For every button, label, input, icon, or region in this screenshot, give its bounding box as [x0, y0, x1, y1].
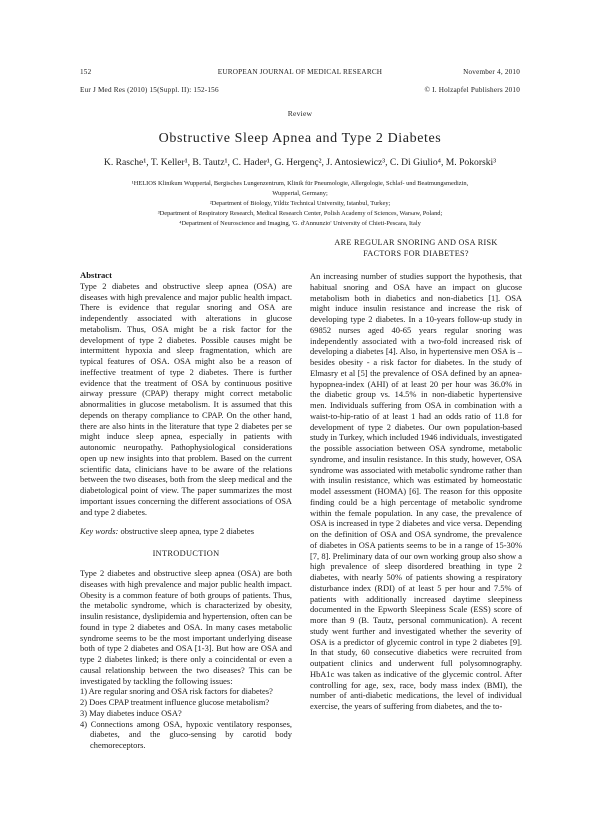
- journal-name: EUROPEAN JOURNAL OF MEDICAL RESEARCH: [217, 68, 383, 76]
- section-heading-line-2: FACTORS FOR DIABETES?: [363, 249, 469, 258]
- list-item: 1) Are regular snoring and OSA risk factors for diabetes?: [80, 686, 273, 697]
- keywords-label: Key words:: [80, 526, 119, 537]
- citation: Eur J Med Res (2010) 15(Suppl. II): 152-156: [80, 86, 219, 94]
- abstract-text: Type 2 diabetes and obstructive sleep apnea (OSA) are diseases with high prevalence and major public health impact. There is evidence that regular snoring and OSA are independently associated with alterations in glucose metabolism. Thus, OSA might be a risk factor for the development of type 2 diabetes. Possible causes might be intermittent hypoxia and sleep fragmentation, which are typical features of OSA. OSA might also be a reason of ineffective treatment of type 2 diabetes. There is further evidence that the treatment of OSA by continuous positive airway pressure (CPAP) therapy might correct metabolic abnormalities in glucose metabolism. It is assumed that this depends on therapy compliance to CPAP. On the other hand, there are also hints in the literature that type 2 diabetes per se might induce sleep apnea, especially in patients with autonomic neuropathy. Pathophysiological considerations open up new insights into that problem. Based on the current scientific data, clinicians have to be aware of the relations between the two diseases, both from the sleep medical and the diabetological point of view. The paper summarizes the most important issues concerning the different associations of OSA and type 2 diabetes.: [80, 280, 292, 517]
- affiliation-1-cont: Wuppertal, Germany;: [272, 190, 328, 197]
- list-item: 2) Does CPAP treatment influence glucose metabolism?: [80, 697, 270, 707]
- introduction-text: Type 2 diabetes and obstructive sleep apnea (OSA) are both diseases with high prevalence and major public health impact. Obesity is a common feature of both groups of patients. Thus, the metabolic syndrome, which is characterized by obesity, insulin resistance, dyslipidemia and hypertension, often can be found in type 2 diabetes and OSA. In many cases metabolic syndrome seems to be the most important underlying disease both of type 2 diabetes and OSA [1-3]. But how are OSA and type 2 diabetes linked; is there only a coincidental or even a causal relationship between the two diseases? This can be investigated by tackling the following issues:: [80, 568, 292, 686]
- list-item: 3) May diabetes induce OSA?: [80, 707, 182, 718]
- affiliation-2: ²Department of Biology, Yildiz Technical University, Istanbul, Turkey;: [209, 200, 391, 207]
- page-number: 152: [80, 68, 92, 76]
- left-column: [80, 270, 292, 751]
- keywords-value: obstructive sleep apnea, type 2 diabetes: [120, 526, 255, 537]
- affiliation-1: ¹HELIOS Klinikum Wuppertal, Bergisches Lungenzentrum, Klinik für Pneumologie, Allergologie, Schlaf- und Beatmungsmedizin,: [131, 180, 469, 187]
- issue-date: November 4, 2010: [463, 68, 520, 76]
- abstract-heading: Abstract: [80, 270, 112, 280]
- section-text: An increasing number of studies support the hypothesis, that habitual snoring and OSA have an impact on glucose metabolism both in diabetics and non-diabetics [1]. OSA might induce insulin resistance and increase the risk of developing type 2 diabetes. In a 10-years follow-up study in 69852 nurses aged 40-65 years regular snoring was independently associated with a two-fold increased risk of developing a diabetes [4]. Also, in hypertensive men OSA is – besides obesity - a risk factor for diabetes. In the study of Elmasry et al [5] the prevalence of OSA defined by an apnea-hypopnea-index (AHI) of at least 20 per hour was 36.0% in the diabetic group vs. 14.5% in non-diabetic hypertensive men. Individuals suffering from OSA in combination with a waist-to-hip-ratio of at least 1 had an odds ratio of 11.8 for development of type 2 diabetes. Our own population-based study in Turkey, which included 1946 individuals, investigated the possible association between OSA syndrome, metabolic syndrome, and insulin resistance. In this study, however, OSA syndrome was associated with metabolic syndrome rather than with insulin resistance, which was estimated by homeostatic model assessment (HOMA) [6]. The reason for this opposite finding could be a high percentage of metabolic syndrome within the female population. In any case, the prevalence of OSA is increased in type 2 diabetes and vice versa. Depending on the definition of OSA and OSA syndrome, the prevalence of diabetes in OSA patients seems to be in a range of 15-30% [7, 8]. Preliminary data of our own working group also show a high prevalence of sleep disordered breathing in type 2 diabetes, with nearly 50% of patients showing a respiratory disturbance index (RDI) of at least 5 per hour and 7.5% of patients with additionally increased daytime sleepiness documented in the Epworth Sleepiness Scale (ESS) score of more than 9 (B. Tautz, personal communication). A recent study went further and investigated whether the severity of OSA is a predictor of glycemic control in type 2 diabetes [9]. In that study, 60 consecutive diabetics were recruited from outpatient clinics and underwent full polysomnography. HbA1c was taken as indicative of the glycemic control. After controlling for age, sex, race, body mass index (BMI), the number of anti-diabetic medications, the level of individual exercise, the years of suffering from diabetes, and the to-: [310, 271, 523, 711]
- keywords-line: [80, 526, 292, 537]
- right-column: [310, 237, 522, 712]
- affiliation-4: ⁴Department of Neuroscience and Imaging, 'G. d'Annunzio' University of Chieti-Pescara, Italy: [179, 220, 421, 227]
- list-item: 4) Connections among OSA, hypoxic ventilatory responses, diabetes, and the gluco-sensing by carotid body chemoreceptors.: [80, 718, 292, 750]
- author-list: K. Rasche¹, T. Keller¹, B. Tautz¹, C. Hader¹, G. Hergenç², J. Antosiewicz³, C. Di Giulio⁴, M. Pokorski³: [103, 157, 497, 168]
- article-type: Review: [287, 109, 313, 118]
- introduction-heading: INTRODUCTION: [152, 549, 220, 558]
- affiliation-3: ³Department of Respiratory Research, Medical Research Center, Polish Academy of Sciences, Warsaw, Poland;: [157, 210, 443, 217]
- issues-list: [80, 686, 292, 751]
- article-title: Obstructive Sleep Apnea and Type 2 Diabetes: [158, 131, 442, 146]
- section-heading-line-1: ARE REGULAR SNORING AND OSA RISK: [334, 238, 498, 247]
- publisher: © I. Holzapfel Publishers 2010: [424, 86, 520, 94]
